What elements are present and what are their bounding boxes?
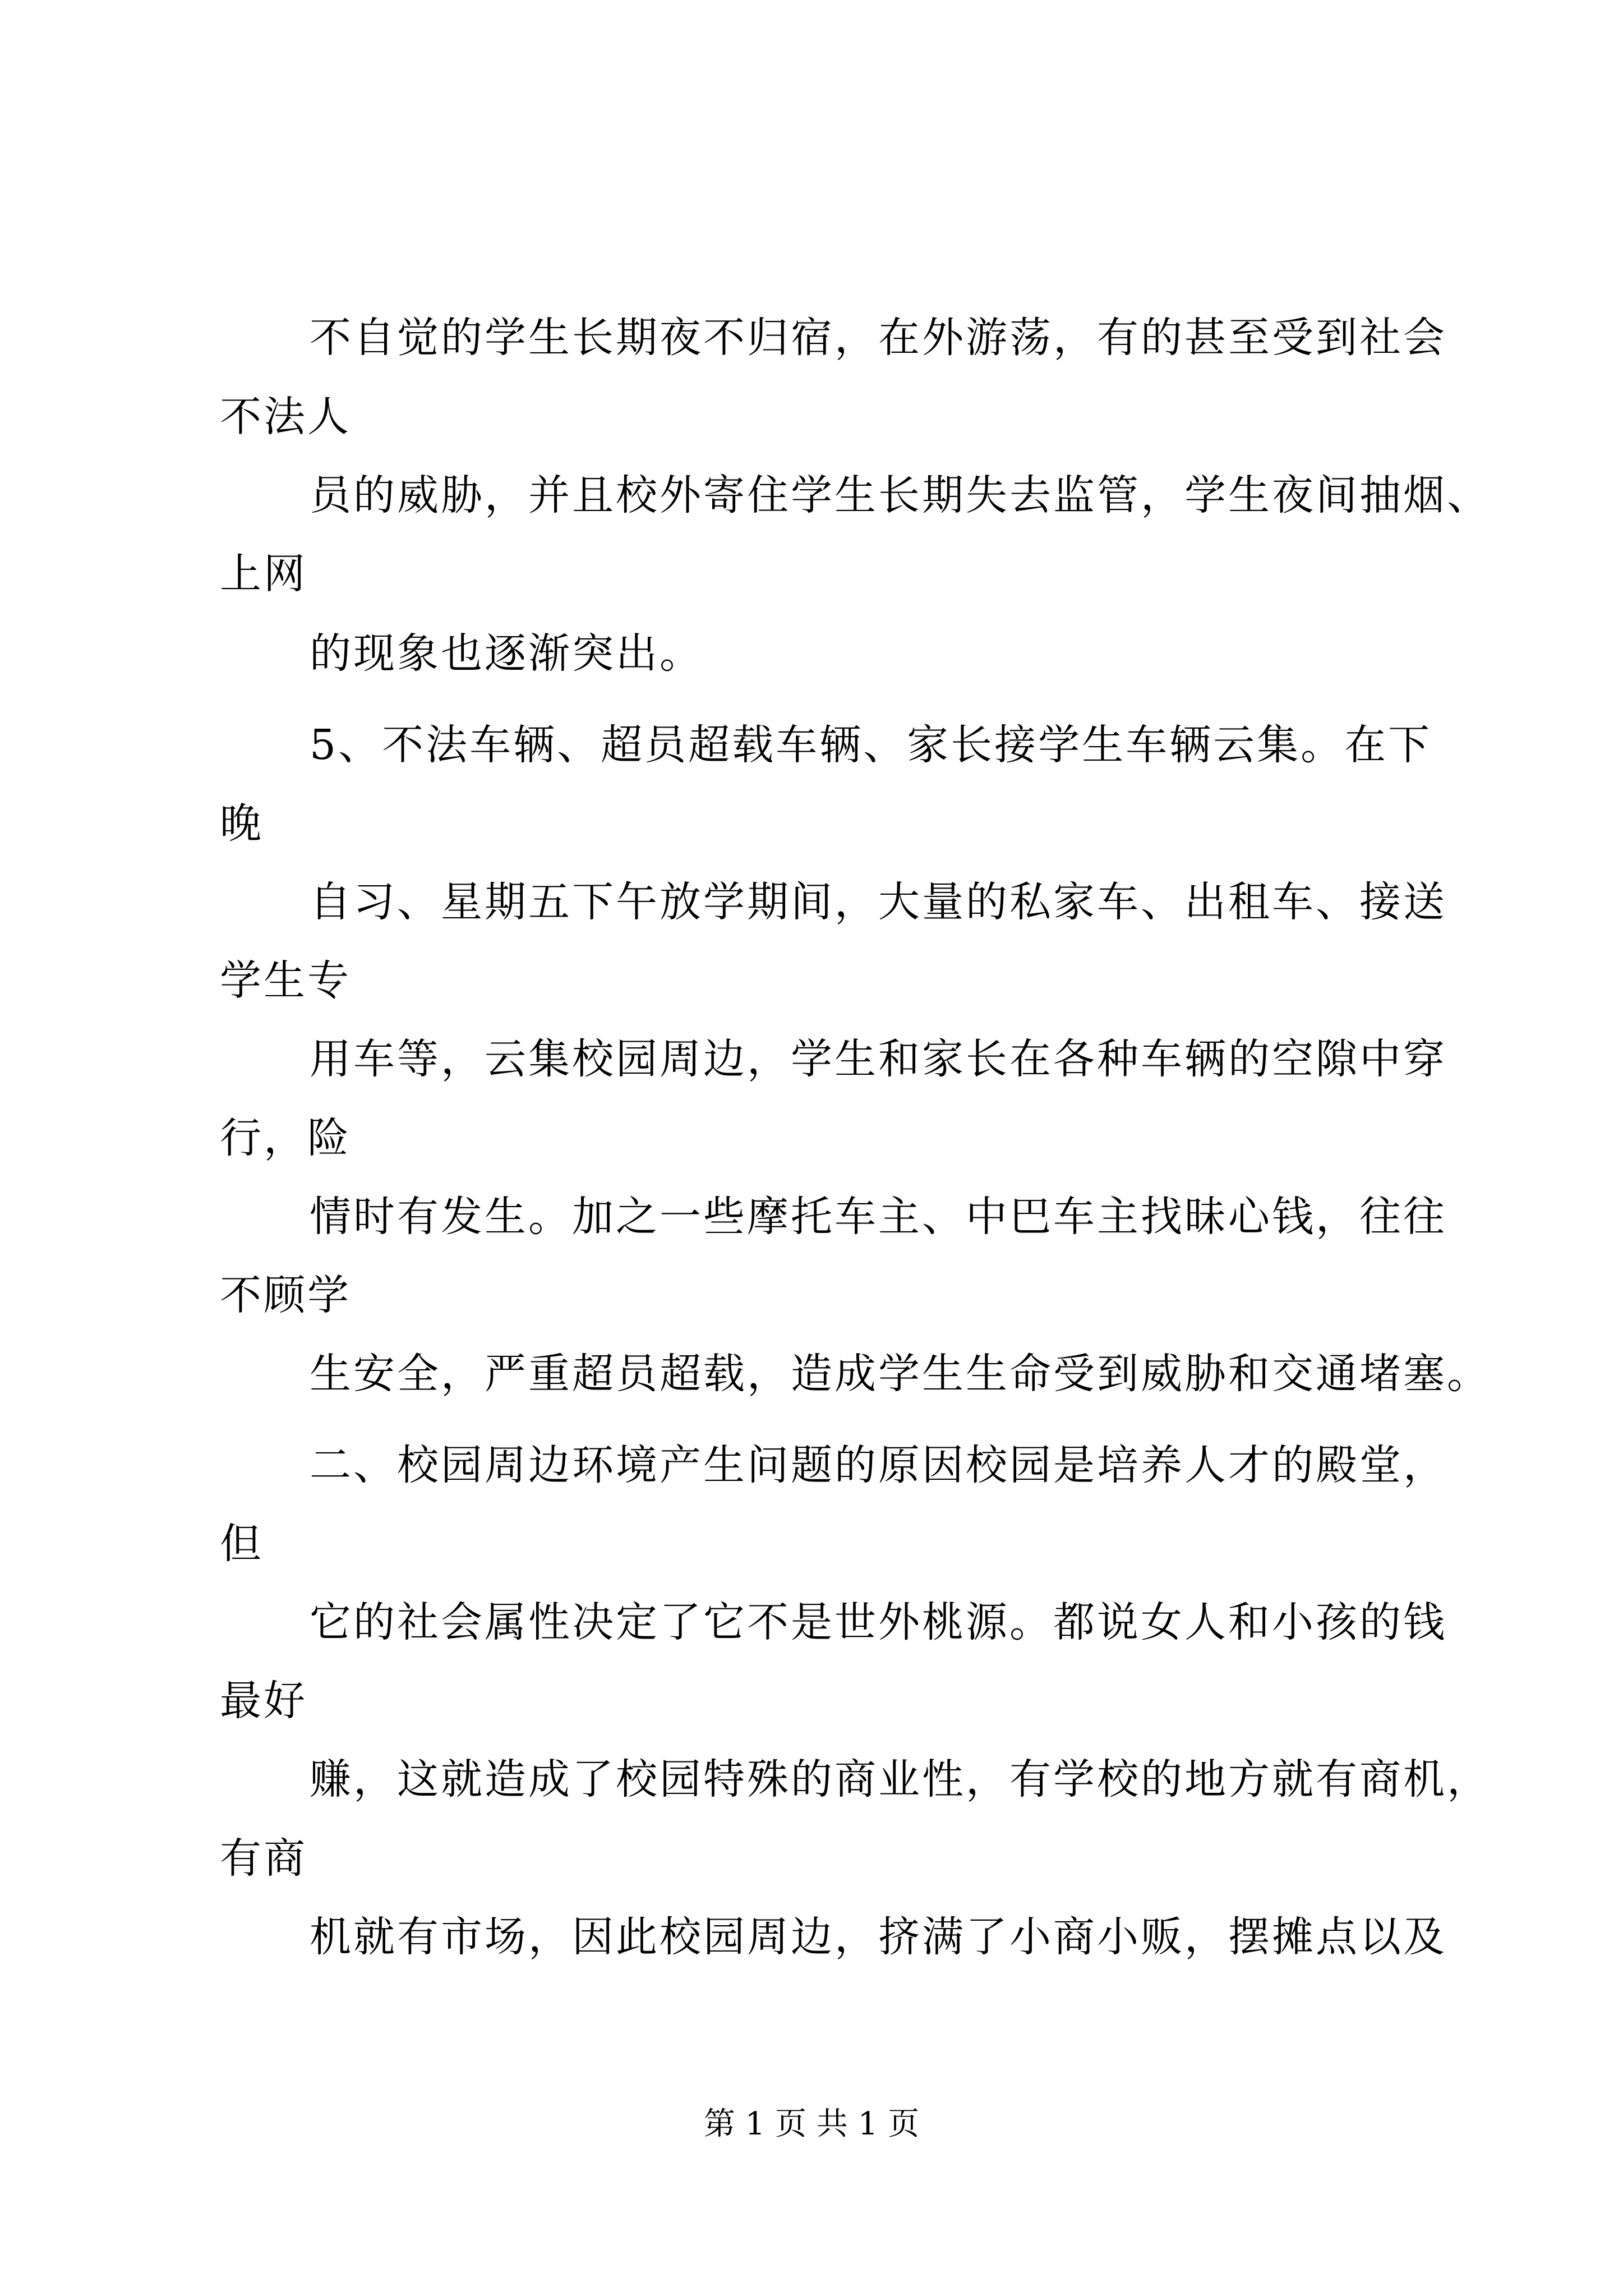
paragraph-line: 学生专 bbox=[220, 956, 351, 1005]
paragraph-line: 晚 bbox=[220, 799, 264, 848]
paragraph-line: 5、不法车辆、超员超载车辆、家长接学生车辆云集。在下 bbox=[310, 721, 1432, 769]
paragraph-line: 上网 bbox=[220, 550, 307, 598]
paragraph-line: 情时有发生。加之一些摩托车主、中巴车主找昧心钱，往往 bbox=[310, 1193, 1447, 1241]
paragraph-line: 它的社会属性决定了它不是世外桃源。都说女人和小孩的钱 bbox=[310, 1598, 1447, 1646]
paragraph-line: 生安全，严重超员超载，造成学生生命受到威胁和交通堵塞。 bbox=[310, 1350, 1491, 1398]
paragraph-line: 二、校园周边环境产生问题的原因校园是培养人才的殿堂， bbox=[310, 1441, 1447, 1489]
paragraph-line: 但 bbox=[220, 1520, 264, 1568]
paragraph-line: 不法人 bbox=[220, 393, 351, 441]
paragraph-line: 员的威胁，并且校外寄住学生长期失去监管，学生夜间抽烟、 bbox=[310, 471, 1491, 519]
paragraph-line: 机就有市场，因此校园周边，挤满了小商小贩，摆摊点以及 bbox=[310, 1913, 1447, 1961]
page-footer: 第 1 页 共 1 页 bbox=[703, 2106, 920, 2142]
paragraph-line: 不顾学 bbox=[220, 1271, 351, 1319]
paragraph-line: 不自觉的学生长期夜不归宿，在外游荡，有的甚至受到社会 bbox=[310, 314, 1447, 362]
paragraph-line: 用车等，云集校园周边，学生和家长在各种车辆的空隙中穿 bbox=[310, 1035, 1447, 1083]
paragraph-line: 有商 bbox=[220, 1834, 307, 1883]
paragraph-line: 最好 bbox=[220, 1677, 307, 1725]
paragraph-line: 的现象也逐渐突出。 bbox=[310, 629, 703, 678]
paragraph-line: 赚，这就造成了校园特殊的商业性，有学校的地方就有商机， bbox=[310, 1755, 1491, 1803]
paragraph-line: 行，险 bbox=[220, 1114, 351, 1162]
paragraph-line: 自习、星期五下午放学期间，大量的私家车、出租车、接送 bbox=[310, 878, 1447, 926]
